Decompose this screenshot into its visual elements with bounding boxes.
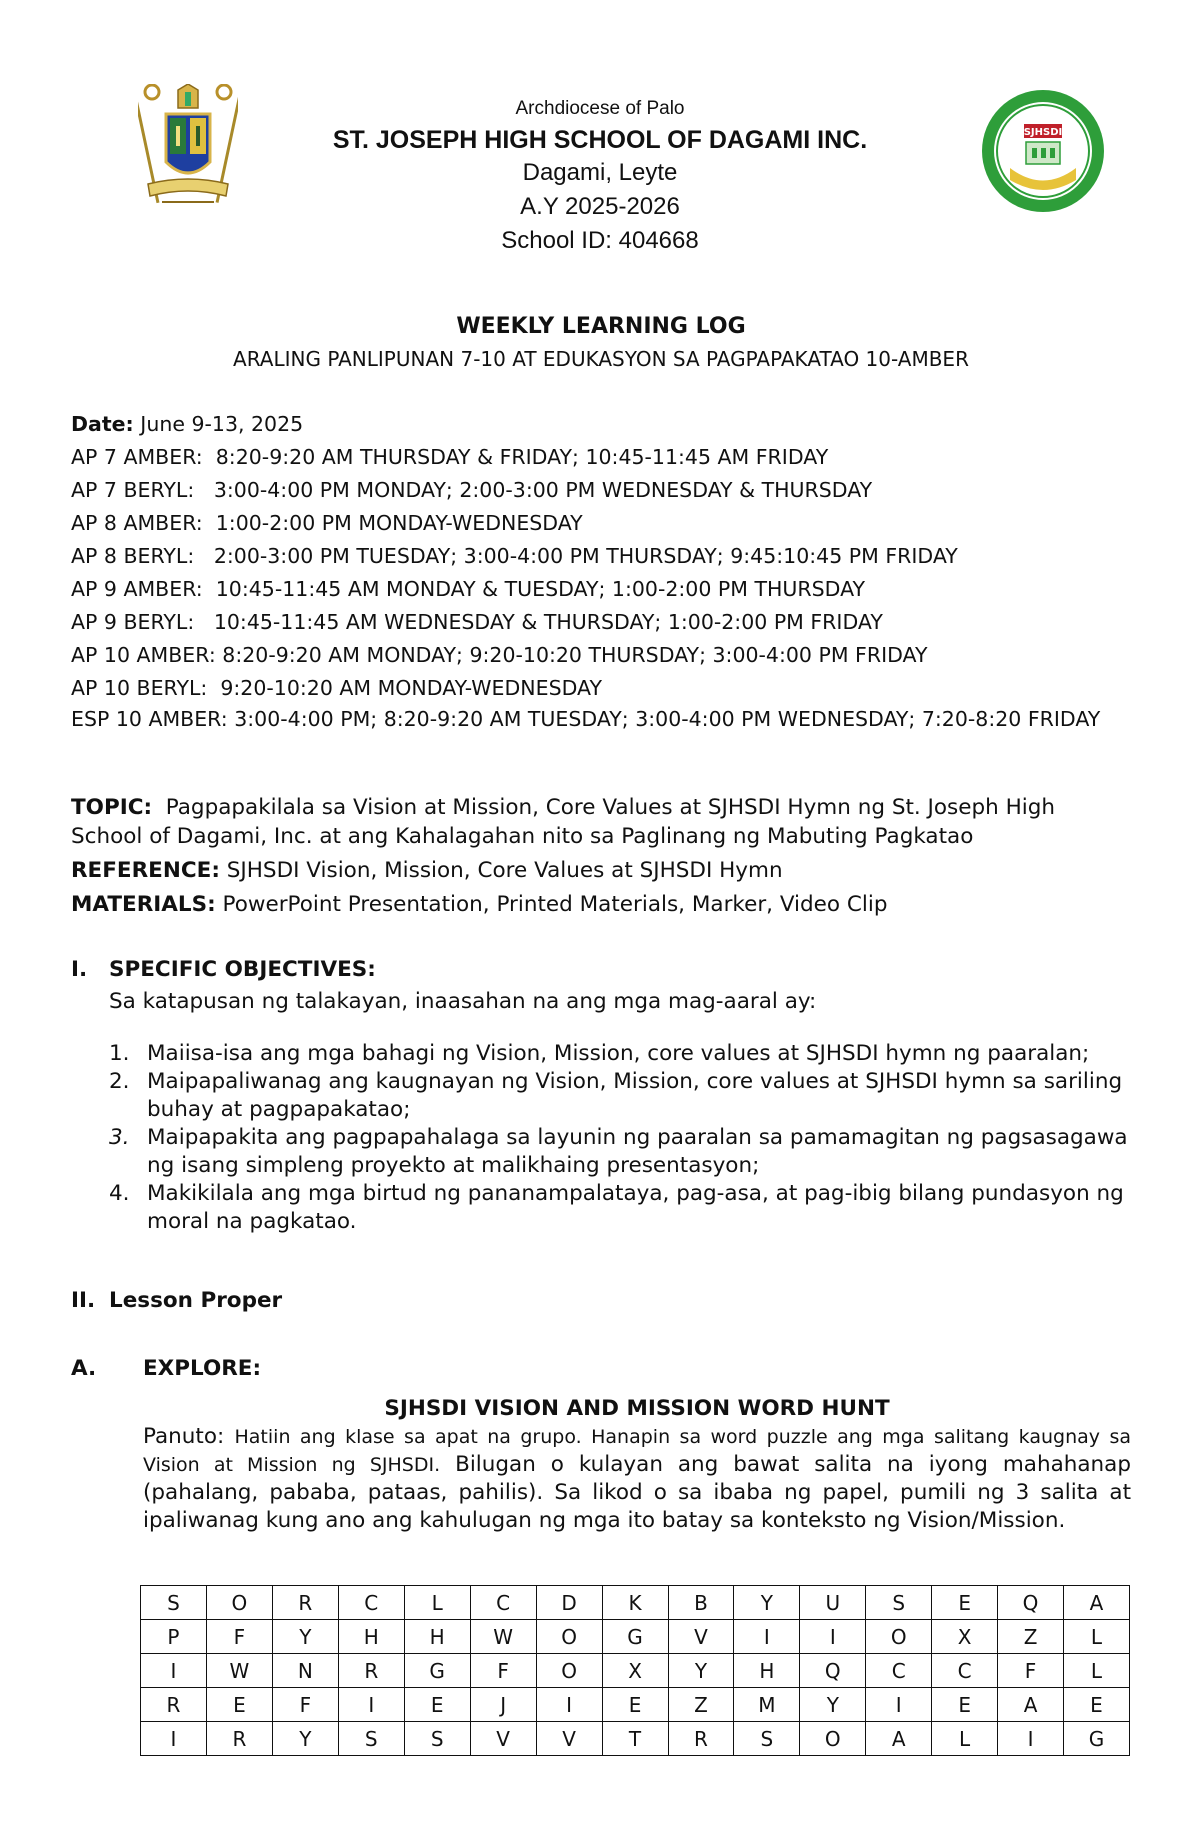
grid-cell: F (206, 1620, 272, 1654)
schedule-label: AP 10 BERYL: (71, 676, 208, 700)
grid-cell: G (602, 1620, 668, 1654)
schedule-row (71, 639, 1131, 672)
topic-label: TOPIC: (71, 795, 153, 820)
lesson-section (71, 1287, 1131, 1315)
grid-cell: I (338, 1688, 404, 1722)
grid-cell: Q (998, 1586, 1064, 1620)
grid-cell: O (206, 1586, 272, 1620)
grid-cell: Z (998, 1620, 1064, 1654)
grid-cell: C (470, 1586, 536, 1620)
archdiocese-crest-icon (138, 84, 238, 218)
schedule-value: 10:45-11:45 AM MONDAY & TUESDAY; 1:00-2:00 PM THURSDAY (215, 577, 866, 601)
item-text: Maiisa-isa ang mga bahagi ng Vision, Mission, core values at SJHSDI hymn ng paaralan; (147, 1041, 1090, 1066)
grid-cell: N (272, 1654, 338, 1688)
item-number: 2. (109, 1069, 130, 1094)
objectives-intro: Sa katapusan ng talakayan, inaasahan na ang mga mag-aaral ay: (109, 989, 817, 1014)
item-number: 4. (109, 1181, 130, 1206)
grid-cell: R (272, 1586, 338, 1620)
topic-line (71, 793, 1131, 851)
grid-cell: S (141, 1586, 207, 1620)
schedule-row (71, 474, 1131, 507)
grid-cell: W (206, 1654, 272, 1688)
school-location: Dagami, Leyte (522, 159, 678, 186)
grid-cell: R (338, 1654, 404, 1688)
grid-cell: H (404, 1620, 470, 1654)
grid-cell: S (734, 1722, 800, 1756)
grid-cell: F (998, 1654, 1064, 1688)
grid-cell: G (404, 1654, 470, 1688)
grid-cell: Y (272, 1722, 338, 1756)
grid-cell: X (602, 1654, 668, 1688)
grid-cell: A (1064, 1586, 1130, 1620)
schedule-label: AP 8 BERYL: (71, 544, 195, 568)
schedule-value: 10:45-11:45 AM WEDNESDAY & THURSDAY; 1:00-2:00 PM FRIDAY (213, 610, 883, 634)
reference-value: SJHSDI Vision, Mission, Core Values at SJHSDI Hymn (226, 858, 783, 883)
schedule-row (71, 441, 1131, 474)
grid-cell: O (536, 1654, 602, 1688)
activity-title: SJHSDI VISION AND MISSION WORD HUNT (384, 1396, 890, 1421)
schedule-value: 1:00-2:00 PM MONDAY-WEDNESDAY (215, 511, 583, 535)
grid-cell: I (536, 1688, 602, 1722)
log-subtitle: ARALING PANLIPUNAN 7-10 AT EDUKASYON SA PAGPAPAKATAO 10-AMBER (233, 347, 969, 371)
grid-cell: H (734, 1654, 800, 1688)
grid-cell: C (866, 1654, 932, 1688)
schedule-row (71, 507, 1131, 540)
schedule-value: 2:00-3:00 PM TUESDAY; 3:00-4:00 PM THURSDAY; 9:45:10:45 PM FRIDAY (213, 544, 958, 568)
grid-cell: Y (734, 1586, 800, 1620)
grid-cell: Y (668, 1654, 734, 1688)
grid-cell: I (998, 1722, 1064, 1756)
materials-label: MATERIALS: (71, 892, 216, 917)
item-text: Maipapakita ang pagpapahalaga sa layunin ng paaralan sa pamamagitan ng pagsasagawa ng isang simpleng proyekto at malikhaing presentasyon; (147, 1125, 1128, 1178)
grid-row (141, 1620, 1130, 1654)
schedule-block (71, 408, 1131, 734)
grid-cell: Z (668, 1688, 734, 1722)
grid-cell: H (338, 1620, 404, 1654)
materials-line (71, 890, 1131, 919)
grid-cell: W (470, 1620, 536, 1654)
grid-cell: Y (272, 1620, 338, 1654)
schedule-label: AP 9 AMBER: (71, 577, 203, 601)
section-number: II. (71, 1288, 96, 1313)
list-item (71, 1068, 1131, 1124)
grid-cell: O (536, 1620, 602, 1654)
date-line (71, 408, 1131, 441)
grid-cell: X (932, 1620, 998, 1654)
school-id: School ID: 404668 (501, 227, 699, 254)
grid-cell: I (141, 1654, 207, 1688)
schedule-label: AP 10 AMBER: (71, 643, 216, 667)
explore-body (143, 1395, 1131, 1535)
grid-cell: K (602, 1586, 668, 1620)
grid-cell: Q (800, 1654, 866, 1688)
section-number: A. (71, 1356, 97, 1381)
reference-line (71, 856, 1131, 885)
topic-value: Pagpapakilala sa Vision at Mission, Core Values at SJHSDI Hymn ng St. Joseph High School of Dagami, Inc. at ang Kahalagahan nito sa Paglinang ng Mabuting Pagkatao (71, 795, 1056, 849)
grid-cell: L (1064, 1654, 1130, 1688)
materials-value: PowerPoint Presentation, Printed Materials, Marker, Video Clip (222, 892, 888, 917)
log-title: WEEKLY LEARNING LOG (456, 314, 746, 339)
list-item (71, 1180, 1131, 1236)
schedule-label: AP 7 BERYL: (71, 478, 195, 502)
schedule-row (71, 540, 1131, 573)
grid-cell: F (272, 1688, 338, 1722)
grid-cell: J (470, 1688, 536, 1722)
log-title-block (71, 312, 1131, 374)
schedule-label: ESP 10 AMBER: (71, 707, 228, 731)
panuto-label: Panuto: (143, 1424, 225, 1449)
schedule-row (71, 705, 1131, 734)
item-number: 1. (109, 1041, 130, 1066)
word-hunt-grid (140, 1585, 1130, 1756)
schedule-row (71, 672, 1131, 705)
grid-cell: G (1064, 1722, 1130, 1756)
school-name: ST. JOSEPH HIGH SCHOOL OF DAGAMI INC. (332, 126, 868, 154)
grid-row (141, 1688, 1130, 1722)
grid-cell: E (602, 1688, 668, 1722)
grid-cell: R (141, 1688, 207, 1722)
academic-year: A.Y 2025-2026 (520, 193, 680, 220)
grid-cell: R (668, 1722, 734, 1756)
schedule-label: AP 7 AMBER: (71, 445, 203, 469)
schedule-value: 3:00-4:00 PM; 8:20-9:20 AM TUESDAY; 3:00-4:00 PM WEDNESDAY; 7:20-8:20 FRIDAY (234, 707, 1101, 731)
grid-cell: I (866, 1688, 932, 1722)
list-item (71, 1040, 1131, 1068)
section-number: I. (71, 957, 88, 982)
schedule-value: 8:20-9:20 AM THURSDAY & FRIDAY; 10:45-11:45 AM FRIDAY (215, 445, 829, 469)
grid-cell: A (998, 1688, 1064, 1722)
grid-cell: C (932, 1654, 998, 1688)
grid-cell: A (866, 1722, 932, 1756)
grid-cell: Y (800, 1688, 866, 1722)
topic-block (71, 793, 1131, 919)
schedule-label: AP 9 BERYL: (71, 610, 195, 634)
grid-cell: E (932, 1688, 998, 1722)
schedule-row (71, 606, 1131, 639)
grid-cell: I (734, 1620, 800, 1654)
lesson-heading (71, 1287, 1131, 1315)
section-title: EXPLORE: (143, 1356, 262, 1381)
reference-label: REFERENCE: (71, 858, 220, 883)
schedule-value: 8:20-9:20 AM MONDAY; 9:20-10:20 THURSDAY; 3:00-4:00 PM FRIDAY (222, 643, 928, 667)
grid-cell: C (338, 1586, 404, 1620)
list-item (71, 1124, 1131, 1180)
objectives-section (71, 956, 1131, 1236)
schedule-value: 9:20-10:20 AM MONDAY-WEDNESDAY (220, 676, 602, 700)
schedule-label: AP 8 AMBER: (71, 511, 203, 535)
grid-cell: V (470, 1722, 536, 1756)
grid-cell: O (866, 1620, 932, 1654)
grid-cell: E (206, 1688, 272, 1722)
seal-text: SJHSDI (1023, 127, 1063, 138)
grid-cell: U (800, 1586, 866, 1620)
objectives-heading (71, 956, 1131, 984)
explore-heading (71, 1355, 1131, 1383)
objectives-list (71, 1040, 1131, 1236)
item-number: 3. (109, 1125, 130, 1150)
grid-cell: T (602, 1722, 668, 1756)
grid-cell: V (536, 1722, 602, 1756)
grid-cell: E (932, 1586, 998, 1620)
schedule-row (71, 573, 1131, 606)
item-text: Maipapaliwanag ang kaugnayan ng Vision, Mission, core values at SJHSDI hymn sa sariling buhay at pagpapakatao; (147, 1069, 1123, 1122)
grid-cell: I (141, 1722, 207, 1756)
date-label: Date: (71, 412, 134, 436)
schedule-value: 3:00-4:00 PM MONDAY; 2:00-3:00 PM WEDNESDAY & THURSDAY (213, 478, 873, 502)
sjhsdi-seal-icon (980, 88, 1106, 214)
grid-cell: S (404, 1722, 470, 1756)
grid-cell: L (404, 1586, 470, 1620)
grid-cell: S (866, 1586, 932, 1620)
grid-cell: O (800, 1722, 866, 1756)
grid-cell: S (338, 1722, 404, 1756)
school-header (240, 96, 960, 258)
archdiocese-name: Archdiocese of Palo (515, 98, 685, 119)
grid-cell: I (800, 1620, 866, 1654)
grid-cell: R (206, 1722, 272, 1756)
date-value: June 9-13, 2025 (140, 412, 304, 436)
activity-instructions (143, 1423, 1131, 1535)
grid-row (141, 1654, 1130, 1688)
grid-cell: F (470, 1654, 536, 1688)
grid-cell: L (932, 1722, 998, 1756)
grid-cell: E (1064, 1688, 1130, 1722)
section-title: Lesson Proper (109, 1288, 283, 1313)
grid-cell: M (734, 1688, 800, 1722)
panuto-part2: Bilugan o kulayan ang bawat salita na iyong mahahanap (pahalang, pababa, pataas, pahilis). Sa likod o sa ibaba ng papel, pumili ng 3 salita at ipaliwanag kung ano ang kahulugan ng mga ito batay sa konteksto ng Vision/Mission. (143, 1452, 1131, 1533)
grid-cell: E (404, 1688, 470, 1722)
explore-section (71, 1355, 1131, 1535)
grid-cell: D (536, 1586, 602, 1620)
item-text: Makikilala ang mga birtud ng pananampalataya, pag-asa, at pag-ibig bilang pundasyon ng moral na pagkatao. (147, 1181, 1124, 1234)
grid-cell: L (1064, 1620, 1130, 1654)
grid-row (141, 1586, 1130, 1620)
grid-row (141, 1722, 1130, 1756)
panuto-part1: Hatiin ang klase sa apat na grupo. Hanapin sa word puzzle ang mga salitang kaugnay sa Vision at Mission ng SJHSDI. (143, 1426, 1131, 1476)
grid-cell: V (668, 1620, 734, 1654)
grid-cell: P (141, 1620, 207, 1654)
section-title: SPECIFIC OBJECTIVES: (109, 957, 376, 982)
grid-cell: B (668, 1586, 734, 1620)
